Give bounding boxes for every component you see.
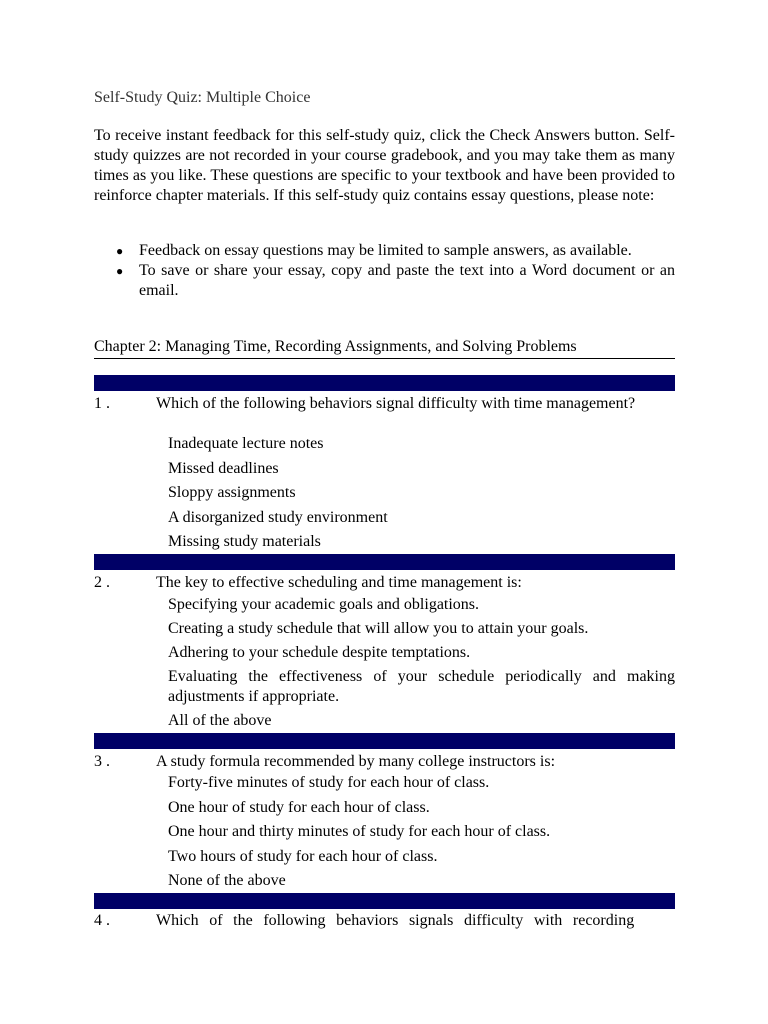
list-item	[94, 241, 675, 261]
answer-choice[interactable]: None of the above	[168, 872, 286, 889]
list-item-text: To save or share your essay, copy and paste the text into a Word document or an email.	[139, 262, 675, 299]
list-item	[94, 261, 675, 301]
question-text: Which of the following behaviors signals difficulty with recording	[156, 912, 635, 929]
answer-choice[interactable]: Creating a study schedule that will allow you to attain your goals.	[168, 620, 589, 637]
list-item-text: Feedback on essay questions may be limited to sample answers, as available.	[139, 242, 632, 259]
question-number: 1 .	[94, 395, 110, 412]
page-title: Self-Study Quiz: Multiple Choice	[94, 89, 311, 106]
answer-choice[interactable]: Specifying your academic goals and obligations.	[168, 596, 480, 613]
intro-paragraph: To receive instant feedback for this self-study quiz, click the Check Answers button. Self-study quizzes are not recorded in your course gradebook, and you may take them as many times as you like. These questions are specific to your textbook and have been provided to reinforce chapter materials. If this self-study quiz contains essay questions, please note:	[94, 127, 675, 204]
answer-choice[interactable]: Adhering to your schedule despite temptations.	[168, 644, 471, 661]
question-number: 4 .	[94, 912, 110, 929]
answer-choice[interactable]: All of the above	[168, 712, 272, 729]
answer-choice[interactable]: Forty-five minutes of study for each hour of class.	[168, 774, 490, 791]
answer-choice[interactable]: One hour and thirty minutes of study for each hour of class.	[168, 823, 551, 840]
chapter-heading: Chapter 2: Managing Time, Recording Assignments, and Solving Problems	[94, 337, 675, 359]
answer-choice[interactable]: A disorganized study environment	[168, 509, 388, 526]
question-divider-bar	[94, 733, 675, 749]
question-number: 3 .	[94, 753, 110, 770]
answer-choice[interactable]: Two hours of study for each hour of class.	[168, 848, 438, 865]
bullet-icon: ●	[116, 264, 124, 278]
answer-choice[interactable]: Evaluating the effectiveness of your schedule periodically and making adjustments if appropriate.	[168, 668, 675, 705]
question-divider-bar	[94, 893, 675, 909]
question-text: The key to effective scheduling and time management is:	[156, 574, 522, 591]
answer-choice[interactable]: Missing study materials	[168, 533, 321, 550]
question-text: A study formula recommended by many college instructors is:	[156, 753, 556, 770]
answer-choice[interactable]: One hour of study for each hour of class.	[168, 799, 430, 816]
answer-choice[interactable]: Sloppy assignments	[168, 484, 296, 501]
answer-choice[interactable]: Missed deadlines	[168, 460, 279, 477]
notes-list	[94, 241, 675, 301]
question-divider-bar	[94, 554, 675, 570]
question-number: 2 .	[94, 574, 110, 591]
answer-choice[interactable]: Inadequate lecture notes	[168, 435, 324, 452]
question-divider-bar	[94, 375, 675, 391]
bullet-icon: ●	[116, 244, 124, 258]
question-text: Which of the following behaviors signal difficulty with time management?	[156, 395, 636, 412]
